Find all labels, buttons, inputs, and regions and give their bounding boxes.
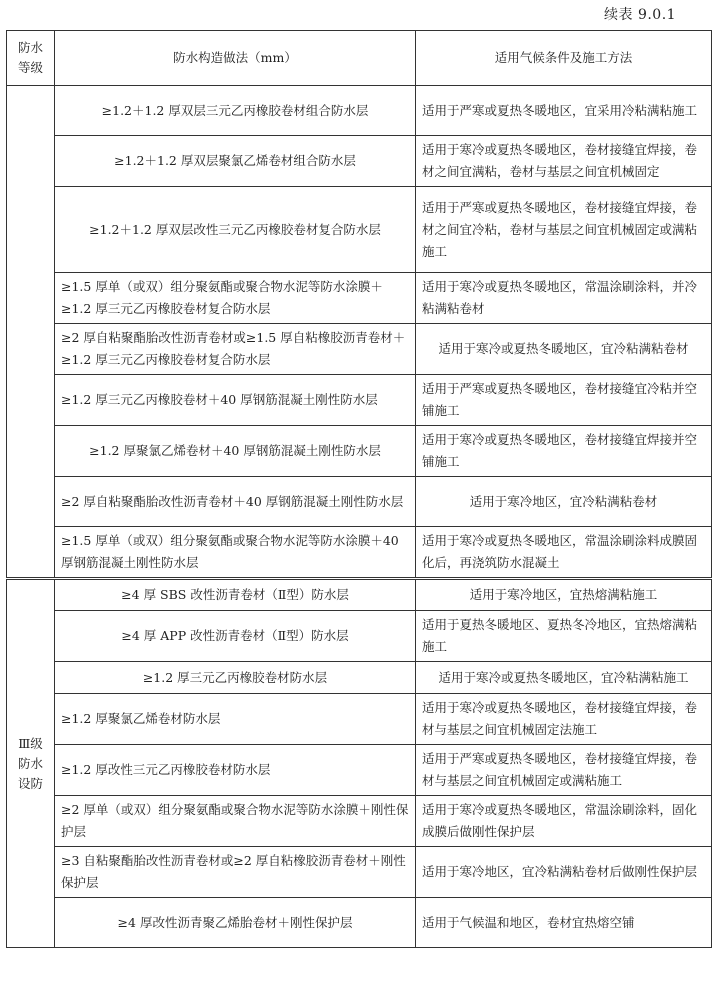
climate-cell: 适用于严寒或夏热冬暖地区，宜采用冷粘满粘施工 [416, 86, 712, 136]
header-level-line2: 等级 [17, 60, 43, 75]
method-cell: ≥1.2＋1.2 厚双层聚氯乙烯卷材组合防水层 [55, 136, 416, 187]
table-container [6, 30, 711, 948]
method-cell: ≥1.2＋1.2 厚双层三元乙丙橡胶卷材组合防水层 [55, 86, 416, 136]
method-cell: ≥1.2＋1.2 厚双层改性三元乙丙橡胶卷材复合防水层 [55, 187, 416, 273]
method-cell: ≥1.2 厚三元乙丙橡胶卷材防水层 [55, 662, 416, 694]
method-cell: ≥1.2 厚聚氯乙烯卷材防水层 [55, 694, 416, 745]
table-row [7, 86, 712, 136]
climate-cell: 适用于寒冷或夏热冬暖地区，常温涂刷涂料成膜固化后，再浇筑防水混凝土 [416, 527, 712, 579]
table-row [7, 898, 712, 948]
method-cell: ≥2 厚自粘聚酯胎改性沥青卷材或≥1.5 厚自粘橡胶沥青卷材＋≥1.2 厚三元乙丙橡胶卷材复合防水层 [55, 324, 416, 375]
table-body [7, 86, 712, 948]
climate-cell: 适用于夏热冬暖地区、夏热冬冷地区，宜热熔满粘施工 [416, 611, 712, 662]
climate-cell: 适用于寒冷或夏热冬暖地区，卷材接缝宜焊接并空铺施工 [416, 426, 712, 477]
table-row [7, 611, 712, 662]
climate-cell: 适用于寒冷或夏热冬暖地区，宜冷粘满粘卷材 [416, 324, 712, 375]
method-cell: ≥4 厚 APP 改性沥青卷材（Ⅱ型）防水层 [55, 611, 416, 662]
level-cell [7, 86, 55, 579]
climate-cell: 适用于寒冷或夏热冬暖地区，常温涂刷涂料，并冷粘满粘卷材 [416, 273, 712, 324]
table-row [7, 324, 712, 375]
climate-cell: 适用于严寒或夏热冬暖地区，卷材接缝宜焊接，卷材与基层之间宜机械固定或满粘施工 [416, 745, 712, 796]
climate-cell: 适用于寒冷或夏热冬暖地区，常温涂刷涂料，固化成膜后做刚性保护层 [416, 796, 712, 847]
table-row [7, 273, 712, 324]
table-row [7, 579, 712, 611]
table-row [7, 375, 712, 426]
table-row [7, 187, 712, 273]
climate-cell: 适用于严寒或夏热冬暖地区，卷材接缝宜冷粘并空铺施工 [416, 375, 712, 426]
header-climate: 适用气候条件及施工方法 [416, 31, 712, 86]
method-cell: ≥1.2 厚聚氯乙烯卷材＋40 厚钢筋混凝土刚性防水层 [55, 426, 416, 477]
climate-cell: 适用于寒冷或夏热冬暖地区，卷材接缝宜焊接，卷材与基层之间宜机械固定法施工 [416, 694, 712, 745]
table-row [7, 796, 712, 847]
climate-cell: 适用于寒冷地区，宜冷粘满粘卷材 [416, 477, 712, 527]
climate-cell: 适用于寒冷或夏热冬暖地区，卷材接缝宜焊接，卷材之间宜满粘，卷材与基层之间宜机械固定 [416, 136, 712, 187]
table-row [7, 662, 712, 694]
climate-cell: 适用于寒冷或夏热冬暖地区，宜冷粘满粘施工 [416, 662, 712, 694]
table-row [7, 426, 712, 477]
method-cell: ≥2 厚自粘聚酯胎改性沥青卷材＋40 厚钢筋混凝土刚性防水层 [55, 477, 416, 527]
method-cell: ≥1.2 厚三元乙丙橡胶卷材＋40 厚钢筋混凝土刚性防水层 [55, 375, 416, 426]
method-cell: ≥3 自粘聚酯胎改性沥青卷材或≥2 厚自粘橡胶沥青卷材＋刚性保护层 [55, 847, 416, 898]
table-row [7, 694, 712, 745]
climate-cell: 适用于寒冷地区，宜冷粘满粘卷材后做刚性保护层 [416, 847, 712, 898]
header-row [7, 31, 712, 86]
header-level-line1: 防水 [17, 40, 43, 55]
climate-cell: 适用于寒冷地区，宜热熔满粘施工 [416, 579, 712, 611]
table-row [7, 477, 712, 527]
method-cell: ≥2 厚单（或双）组分聚氨酯或聚合物水泥等防水涂膜＋刚性保护层 [55, 796, 416, 847]
table-row [7, 527, 712, 579]
method-cell: ≥1.2 厚改性三元乙丙橡胶卷材防水层 [55, 745, 416, 796]
method-cell: ≥1.5 厚单（或双）组分聚氨酯或聚合物水泥等防水涂膜＋≥1.2 厚三元乙丙橡胶卷材复合防水层 [55, 273, 416, 324]
table-row [7, 136, 712, 187]
level-line: 防水 [17, 755, 43, 771]
table-row [7, 745, 712, 796]
waterproofing-table [6, 30, 712, 948]
header-method: 防水构造做法（mm） [55, 31, 416, 86]
climate-cell: 适用于严寒或夏热冬暖地区，卷材接缝宜焊接，卷材之间宜冷粘，卷材与基层之间宜机械固定或满粘施工 [416, 187, 712, 273]
climate-cell: 适用于气候温和地区，卷材宜热熔空铺 [416, 898, 712, 948]
level-cell [7, 579, 55, 948]
method-cell: ≥4 厚改性沥青聚乙烯胎卷材＋刚性保护层 [55, 898, 416, 948]
level-line: 设防 [17, 775, 43, 791]
table-row [7, 847, 712, 898]
table-caption: 续表 9.0.1 [604, 7, 677, 23]
method-cell: ≥1.5 厚单（或双）组分聚氨酯或聚合物水泥等防水涂膜＋40 厚钢筋混凝土刚性防水层 [55, 527, 416, 579]
header-level [7, 31, 55, 86]
method-cell: ≥4 厚 SBS 改性沥青卷材（Ⅱ型）防水层 [55, 579, 416, 611]
level-line: Ⅲ级 [18, 735, 43, 751]
